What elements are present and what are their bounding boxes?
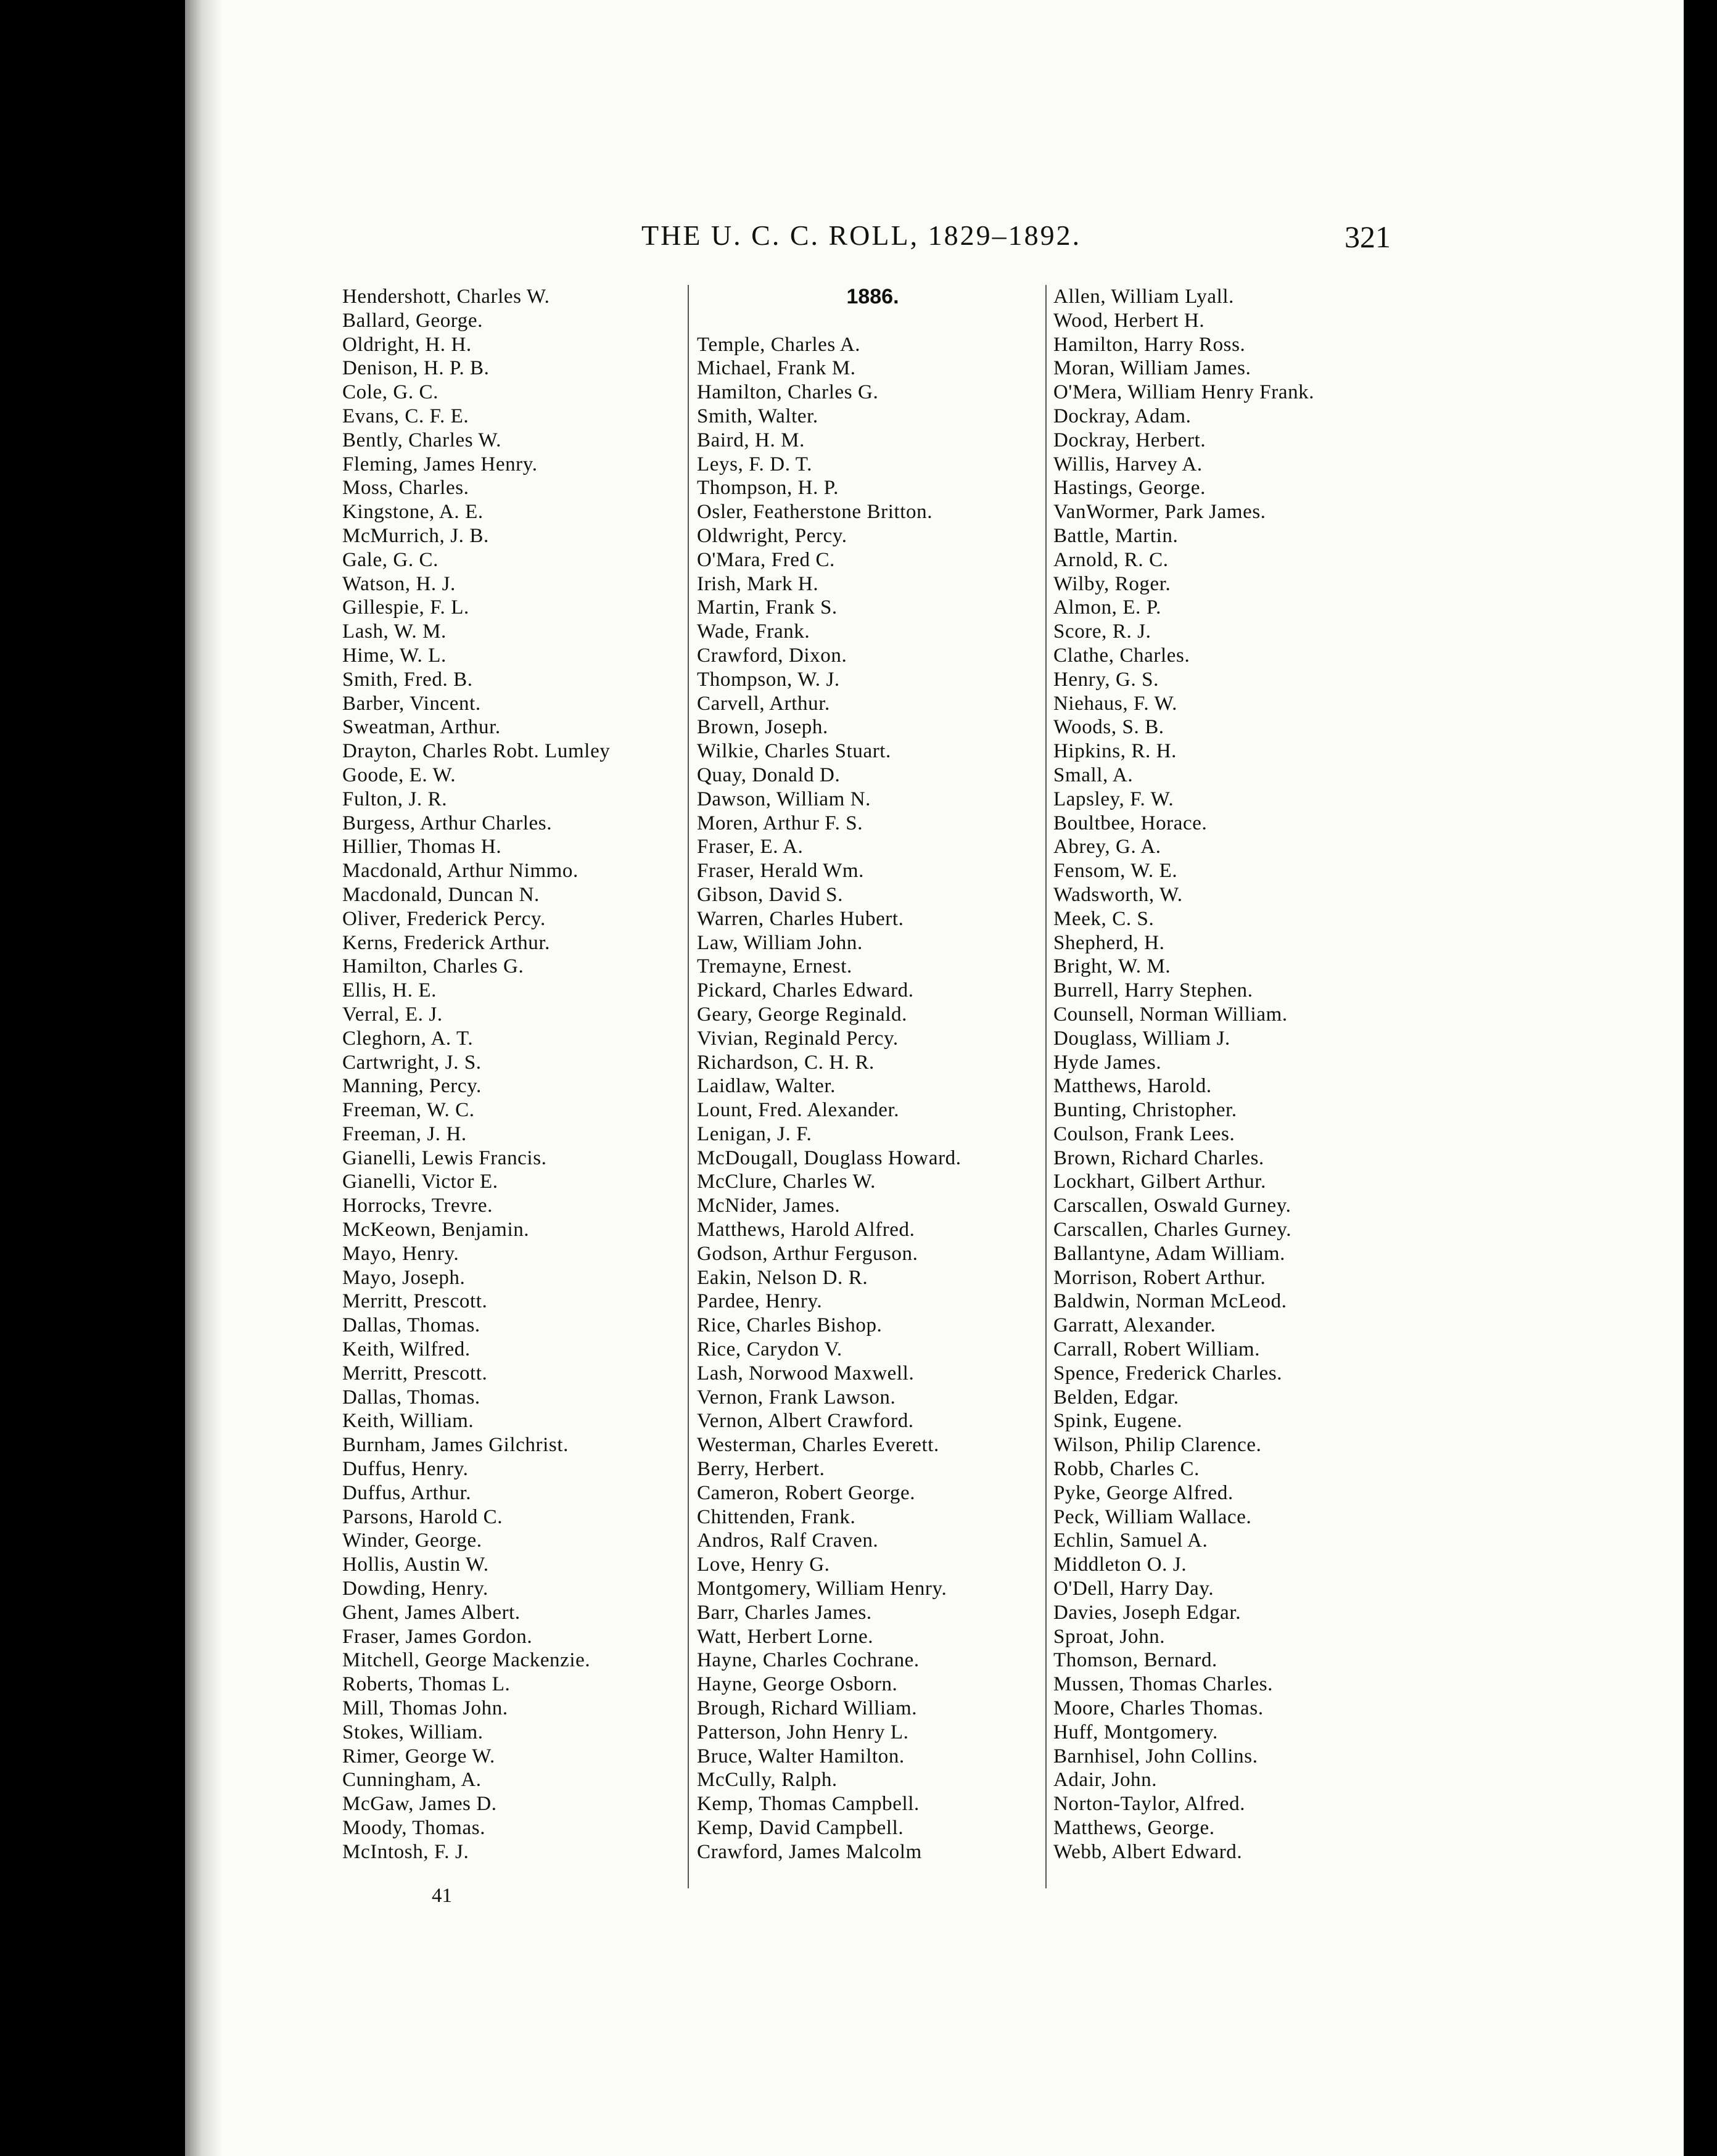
roll-entry: Godson, Arthur Ferguson. [697,1242,918,1265]
roll-entry: O'Mara, Fred C. [697,548,835,571]
roll-entry: Belden, Edgar. [1053,1386,1179,1409]
roll-entry: Hipkins, R. H. [1053,740,1177,763]
roll-entry: Ellis, H. E. [342,979,437,1002]
roll-entry: Moran, William James. [1053,357,1251,380]
roll-entry: Ballard, George. [342,309,483,332]
roll-entry: Cleghorn, A. T. [342,1027,474,1050]
roll-entry: Gibson, David S. [697,883,843,906]
roll-entry: Chittenden, Frank. [697,1505,856,1528]
roll-entry: Warren, Charles Hubert. [697,907,904,930]
roll-entry: McGaw, James D. [342,1793,497,1816]
roll-entry: Goode, E. W. [342,763,456,786]
roll-entry: Fraser, James Gordon. [342,1625,533,1648]
roll-entry: Watson, H. J. [342,572,456,595]
roll-entry: Hamilton, Charles G. [342,955,524,978]
roll-entry: Webb, Albert Edward. [1053,1840,1243,1863]
roll-entry: Willis, Harvey A. [1053,453,1203,475]
roll-entry: Vernon, Frank Lawson. [697,1386,896,1409]
roll-entry: Robb, Charles C. [1053,1458,1200,1481]
roll-entry: Hollis, Austin W. [342,1553,489,1576]
roll-entry: Allen, William Lyall. [1053,286,1234,308]
roll-entry: Garratt, Alexander. [1053,1314,1216,1337]
roll-entry: Keith, William. [342,1410,474,1433]
roll-entry: McMurrich, J. B. [342,524,489,547]
roll-entry: Burgess, Arthur Charles. [342,812,553,834]
name-list-left [342,285,688,1864]
roll-entry: Dockray, Herbert. [1053,429,1206,451]
roll-entry: Smith, Walter. [697,405,818,427]
roll-entry: Oliver, Frederick Percy. [342,907,546,930]
roll-entry: Brough, Richard William. [697,1697,918,1720]
year-heading: 1886. [846,285,899,308]
roll-entry: Fleming, James Henry. [342,453,538,475]
roll-entry: Martin, Frank S. [697,596,838,619]
roll-entry: Pardee, Henry. [697,1290,823,1313]
roll-entry: Westerman, Charles Everett. [697,1434,939,1457]
roll-entry: Wilby, Roger. [1053,572,1171,595]
roll-entry: Love, Henry G. [697,1553,830,1576]
roll-entry: Moren, Arthur F. S. [697,812,863,834]
roll-entry: Manning, Percy. [342,1075,482,1098]
roll-entry: Cunningham, A. [342,1769,482,1792]
roll-entry: Fraser, E. A. [697,836,804,858]
roll-entry: Brown, Joseph. [697,716,828,739]
roll-entry: Roberts, Thomas L. [342,1673,511,1696]
roll-entry: Osler, Featherstone Britton. [697,501,933,524]
page-number: 321 [1344,220,1391,254]
roll-entry: Crawford, James Malcolm [697,1840,922,1863]
roll-entry: Matthews, Harold Alfred. [697,1219,915,1241]
roll-entry: Matthews, Harold. [1053,1075,1212,1098]
roll-entry: Baldwin, Norman McLeod. [1053,1290,1287,1313]
roll-entry: Berry, Herbert. [697,1458,825,1481]
roll-entry: Macdonald, Arthur Nimmo. [342,860,579,883]
roll-entry: Dockray, Adam. [1053,405,1192,427]
roll-entry: Mill, Thomas John. [342,1697,508,1720]
roll-column-left [342,285,688,1864]
roll-entry: Pyke, George Alfred. [1053,1481,1233,1504]
roll-entry: Mayo, Henry. [342,1242,459,1265]
roll-entry: O'Dell, Harry Day. [1053,1578,1214,1600]
roll-entry: Ghent, James Albert. [342,1601,521,1624]
roll-entry: Winder, George. [342,1529,482,1552]
roll-entry: Davies, Joseph Edgar. [1053,1601,1241,1624]
roll-entry: Hamilton, Charles G. [697,381,879,404]
roll-entry: Kingstone, A. E. [342,501,484,524]
roll-entry: Sweatman, Arthur. [342,716,501,739]
roll-entry: Middleton O. J. [1053,1553,1187,1576]
roll-entry: Freeman, W. C. [342,1099,475,1122]
roll-entry: Leys, F. D. T. [697,453,812,475]
roll-entry: Niehaus, F. W. [1053,692,1178,715]
roll-entry: Barnhisel, John Collins. [1053,1745,1258,1767]
roll-entry: Wade, Frank. [697,620,810,643]
roll-entry: Michael, Frank M. [697,357,856,380]
roll-entry: Fensom, W. E. [1053,860,1178,883]
roll-entry: Smith, Fred. B. [342,668,473,691]
roll-entry: Wilson, Philip Clarence. [1053,1434,1262,1457]
roll-entry: Hime, W. L. [342,644,447,667]
roll-entry: McKeown, Benjamin. [342,1219,530,1241]
roll-entry: Carvell, Arthur. [697,692,830,715]
roll-entry: Kerns, Frederick Arthur. [342,931,550,954]
roll-entry: Adair, John. [1053,1769,1158,1792]
roll-entry: Gale, G. C. [342,548,439,571]
roll-entry: Cartwright, J. S. [342,1051,482,1074]
roll-entry: Oldright, H. H. [342,333,472,356]
roll-entry: Bunting, Christopher. [1053,1099,1237,1122]
roll-entry: Eakin, Nelson D. R. [697,1266,868,1289]
roll-entry: Temple, Charles A. [697,333,861,356]
name-list-middle [697,333,1048,1864]
roll-entry: Shepherd, H. [1053,931,1165,954]
roll-entry: Baird, H. M. [697,429,805,451]
roll-column-middle [697,285,1048,1864]
roll-entry: Hamilton, Harry Ross. [1053,333,1246,356]
roll-entry: Lash, Norwood Maxwell. [697,1362,915,1385]
roll-entry: Lockhart, Gilbert Arthur. [1053,1171,1266,1193]
roll-entry: Mayo, Joseph. [342,1266,466,1289]
column-rule-left [688,285,689,1888]
roll-entry: Freeman, J. H. [342,1122,467,1145]
roll-entry: McCully, Ralph. [697,1769,838,1792]
roll-entry: Burrell, Harry Stephen. [1053,979,1253,1002]
roll-entry: Hastings, George. [1053,477,1206,500]
roll-column-right [1053,285,1399,1864]
roll-entry: Lenigan, J. F. [697,1122,812,1145]
roll-entry: Rice, Carydon V. [697,1338,842,1361]
roll-entry: Wadsworth, W. [1053,883,1183,906]
roll-entry: Stokes, William. [342,1721,484,1743]
roll-entry: Laidlaw, Walter. [697,1075,836,1098]
roll-entry: Verral, E. J. [342,1003,443,1026]
roll-entry: Matthews, George. [1053,1817,1215,1839]
roll-entry: Barber, Vincent. [342,692,481,715]
roll-entry: Kemp, Thomas Campbell. [697,1793,920,1816]
roll-entry: Norton-Taylor, Alfred. [1053,1793,1246,1816]
roll-entry: Small, A. [1053,763,1134,786]
roll-entry: Tremayne, Ernest. [697,955,852,978]
roll-entry: Burnham, James Gilchrist. [342,1434,569,1457]
roll-entry: Evans, C. F. E. [342,405,469,427]
roll-entry: Vivian, Reginald Percy. [697,1027,899,1050]
scan-border-left [0,0,185,2156]
roll-entry: Duffus, Arthur. [342,1481,472,1504]
roll-entry: Hayne, Charles Cochrane. [697,1649,920,1672]
signature-mark: 41 [432,1885,452,1907]
roll-entry: Gianelli, Victor E. [342,1171,498,1193]
roll-entry: Spink, Eugene. [1053,1410,1183,1433]
roll-entry: Fulton, J. R. [342,788,448,810]
roll-entry: Richardson, C. H. R. [697,1051,875,1074]
roll-entry: Cole, G. C. [342,381,439,404]
roll-entry: Moody, Thomas. [342,1817,486,1839]
roll-entry: Arnold, R. C. [1053,548,1169,571]
roll-entry: Law, William John. [697,931,863,954]
roll-entry: Thompson, W. J. [697,668,840,691]
roll-entry: Lapsley, F. W. [1053,788,1174,810]
name-list-right [1053,285,1399,1864]
roll-entry: Pickard, Charles Edward. [697,979,914,1002]
roll-entry: Henry, G. S. [1053,668,1159,691]
roll-entry: Oldwright, Percy. [697,524,847,547]
roll-entry: Andros, Ralf Craven. [697,1529,879,1552]
roll-entry: Gillespie, F. L. [342,596,469,619]
roll-entry: Carscallen, Charles Gurney. [1053,1219,1292,1241]
roll-entry: Patterson, John Henry L. [697,1721,909,1743]
page-fold-shadow [185,0,222,2156]
roll-entry: Denison, H. P. B. [342,357,490,380]
roll-entry: Spence, Frederick Charles. [1053,1362,1283,1385]
roll-entry: Parsons, Harold C. [342,1505,503,1528]
roll-entry: Brown, Richard Charles. [1053,1146,1264,1169]
roll-entry: Woods, S. B. [1053,716,1164,739]
roll-entry: McIntosh, F. J. [342,1840,469,1863]
roll-entry: McDougall, Douglass Howard. [697,1146,961,1169]
roll-entry: Ballantyne, Adam William. [1053,1242,1286,1265]
roll-entry: Montgomery, William Henry. [697,1578,947,1600]
roll-entry: Battle, Martin. [1053,524,1179,547]
roll-entry: Meek, C. S. [1053,907,1155,930]
roll-entry: Quay, Donald D. [697,763,841,786]
roll-entry: Dawson, William N. [697,788,871,810]
roll-entry: Carrall, Robert William. [1053,1338,1261,1361]
roll-entry: Rice, Charles Bishop. [697,1314,883,1337]
roll-entry: Huff, Montgomery. [1053,1721,1218,1743]
roll-entry: Irish, Mark H. [697,572,819,595]
roll-entry: Cameron, Robert George. [697,1481,916,1504]
roll-entry: Dallas, Thomas. [342,1314,480,1337]
roll-entry: VanWormer, Park James. [1053,501,1266,524]
roll-entry: Carscallen, Oswald Gurney. [1053,1195,1291,1217]
roll-entry: Fraser, Herald Wm. [697,860,864,883]
roll-entry: Horrocks, Trevre. [342,1195,493,1217]
roll-entry: Hyde James. [1053,1051,1162,1074]
roll-entry: Morrison, Robert Arthur. [1053,1266,1266,1289]
roll-entry: Moss, Charles. [342,477,469,500]
roll-entry: Counsell, Norman William. [1053,1003,1288,1026]
roll-entry: Rimer, George W. [342,1745,495,1767]
roll-entry: Peck, William Wallace. [1053,1505,1252,1528]
roll-entry: Score, R. J. [1053,620,1151,643]
roll-entry: Kemp, David Campbell. [697,1817,904,1839]
roll-entry: Lount, Fred. Alexander. [697,1099,900,1122]
roll-entry: Dowding, Henry. [342,1578,488,1600]
roll-entry: Macdonald, Duncan N. [342,883,540,906]
roll-entry: Mussen, Thomas Charles. [1053,1673,1273,1696]
roll-entry: O'Mera, William Henry Frank. [1053,381,1315,404]
roll-entry: Wood, Herbert H. [1053,309,1205,332]
roll-entry: Barr, Charles James. [697,1601,872,1624]
roll-entry: Lash, W. M. [342,620,447,643]
roll-entry: McNider, James. [697,1195,841,1217]
roll-entry: Echlin, Samuel A. [1053,1529,1208,1552]
roll-entry: Abrey, G. A. [1053,836,1161,858]
roll-entry: Clathe, Charles. [1053,644,1190,667]
roll-entry: Mitchell, George Mackenzie. [342,1649,591,1672]
roll-entry: Watt, Herbert Lorne. [697,1625,874,1648]
roll-entry: Thomson, Bernard. [1053,1649,1217,1672]
roll-entry: Merritt, Prescott. [342,1290,488,1313]
roll-entry: Moore, Charles Thomas. [1053,1697,1264,1720]
scan-border-right [1684,0,1717,2156]
roll-entry: Hendershott, Charles W. [342,286,550,308]
roll-entry: Bruce, Walter Hamilton. [697,1745,905,1767]
roll-entry: Douglass, William J. [1053,1027,1230,1050]
roll-entry: Geary, George Reginald. [697,1003,907,1026]
roll-entry: Thompson, H. P. [697,477,839,500]
roll-entry: Duffus, Henry. [342,1458,469,1481]
roll-entry: Wilkie, Charles Stuart. [697,740,891,763]
running-head: THE U. C. C. ROLL, 1829–1892. [641,220,1082,251]
roll-entry: Bently, Charles W. [342,429,501,451]
roll-entry: Dallas, Thomas. [342,1386,480,1409]
roll-entry: Coulson, Frank Lees. [1053,1122,1235,1145]
roll-entry: Boultbee, Horace. [1053,812,1208,834]
roll-entry: Drayton, Charles Robt. Lumley [342,740,611,763]
roll-entry: Crawford, Dixon. [697,644,847,667]
roll-entry: Merritt, Prescott. [342,1362,488,1385]
roll-entry: Keith, Wilfred. [342,1338,471,1361]
roll-entry: Vernon, Albert Crawford. [697,1410,914,1433]
roll-entry: Hayne, George Osborn. [697,1673,898,1696]
roll-entry: Bright, W. M. [1053,955,1171,978]
year-heading-spacer [697,309,1048,333]
roll-entry: Sproat, John. [1053,1625,1166,1648]
roll-entry: Hillier, Thomas H. [342,836,502,858]
roll-entry: McClure, Charles W. [697,1171,876,1193]
roll-entry: Gianelli, Lewis Francis. [342,1146,547,1169]
roll-entry: Almon, E. P. [1053,596,1161,619]
